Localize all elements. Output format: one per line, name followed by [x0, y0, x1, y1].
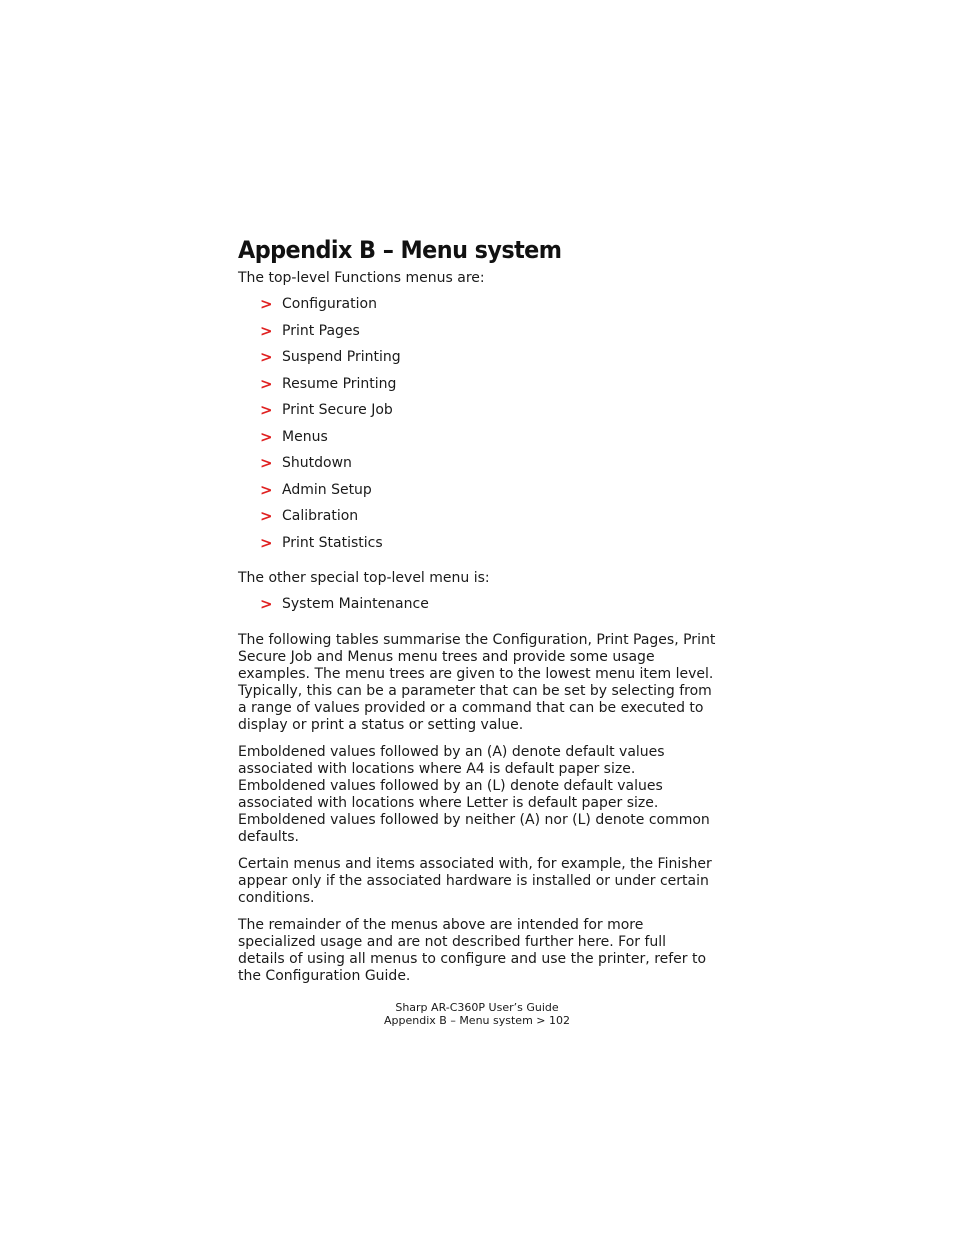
- list-item: [238, 508, 716, 535]
- page-footer: [0, 1002, 954, 1027]
- list-item: [238, 376, 716, 403]
- special-menu-list: [238, 596, 716, 623]
- list-item: [238, 402, 716, 429]
- bullet-arrow-icon: >: [260, 321, 273, 340]
- list-item: [238, 429, 716, 456]
- list-item-label: Suspend Printing: [282, 349, 401, 366]
- list-item: [238, 482, 716, 509]
- page-title: Appendix B – Menu system: [238, 236, 562, 264]
- list-item-label: Resume Printing: [282, 375, 397, 392]
- footer-page-reference: Appendix B – Menu system > 102: [384, 1013, 570, 1027]
- body-paragraph: The following tables summarise the Configuration, Print Pages, Print Secure Job and Menus menu trees and provide some usage examples. The menu trees are given to the lowest menu item level. Typically, this can be a parameter that can be set by selecting from a range of values provided or a command that can be executed to display or print a status or setting value.: [238, 631, 716, 734]
- bullet-arrow-icon: >: [260, 374, 273, 393]
- list-item-label: Print Pages: [282, 322, 360, 339]
- functions-intro: The top-level Functions menus are:: [238, 270, 485, 286]
- page-content: [238, 232, 716, 994]
- bullet-arrow-icon: >: [260, 533, 273, 552]
- list-item-label: Print Secure Job: [282, 402, 393, 419]
- bullet-arrow-icon: >: [260, 401, 273, 420]
- list-item: [238, 323, 716, 350]
- list-item-label: Calibration: [282, 508, 359, 525]
- list-item-label: System Maintenance: [282, 596, 429, 613]
- bullet-arrow-icon: >: [260, 295, 273, 314]
- body-paragraph: Certain menus and items associated with, for example, the Finisher appear only if the associated hardware is installed or under certain conditions.: [238, 855, 712, 906]
- list-item-label: Print Statistics: [282, 534, 383, 551]
- list-item: [238, 455, 716, 482]
- bullet-arrow-icon: >: [260, 454, 273, 473]
- list-item: [238, 535, 716, 562]
- bullet-arrow-icon: >: [260, 348, 273, 367]
- bullet-arrow-icon: >: [260, 480, 273, 499]
- list-item-label: Menus: [282, 428, 328, 445]
- list-item-label: Shutdown: [282, 455, 352, 472]
- bullet-arrow-icon: >: [260, 507, 273, 526]
- bullet-arrow-icon: >: [260, 427, 273, 446]
- bullet-arrow-icon: >: [260, 595, 273, 614]
- list-item: [238, 349, 716, 376]
- list-item-label: Admin Setup: [282, 481, 372, 498]
- functions-menu-list: [238, 296, 716, 561]
- special-intro: The other special top-level menu is:: [238, 570, 490, 587]
- list-item: [238, 596, 716, 623]
- list-item: [238, 296, 716, 323]
- footer-guide-title: Sharp AR-C360P User’s Guide: [395, 1001, 559, 1014]
- body-paragraph: The remainder of the menus above are intended for more specialized usage and are not described further here. For full details of using all menus to configure and use the printer, refer to the Configuration Guide.: [238, 916, 707, 984]
- body-paragraph: Emboldened values followed by an (A) denote default values associated with locations where A4 is default paper size. Emboldened values followed by an (L) denote default values associated with locations where Letter is default paper size. Emboldened values followed by neither (A) nor (L) denote common defaults.: [238, 743, 710, 846]
- list-item-label: Configuration: [282, 296, 377, 313]
